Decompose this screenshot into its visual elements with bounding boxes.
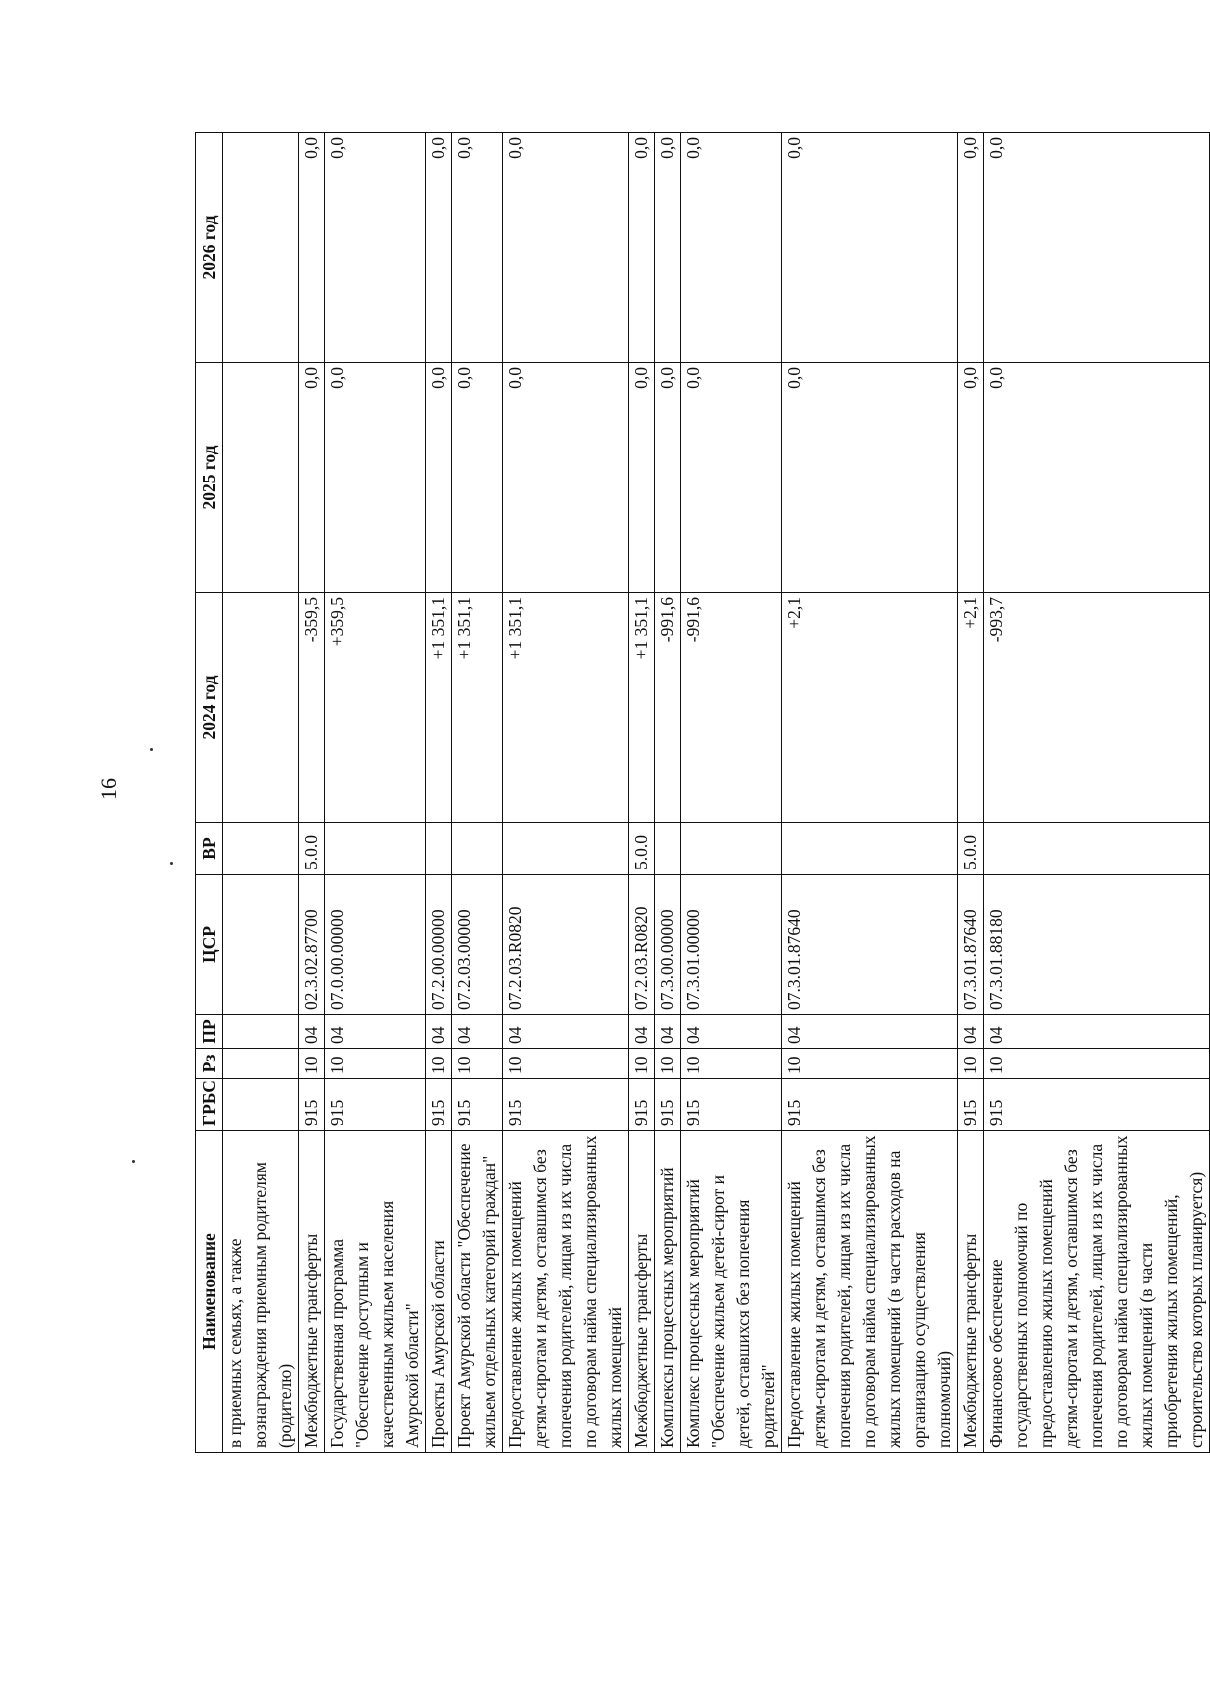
cell-2026: 0,0 [503,133,629,363]
cell-csr: 07.3.01.00000 [681,875,782,1015]
cell-vr [452,823,503,875]
cell-rz: 10 [629,1049,655,1079]
cell-2025: 0,0 [299,363,325,593]
table-row [299,133,325,1453]
cell-grbs: 915 [503,1079,629,1131]
header-csr: ЦСР [196,875,223,1015]
cell-rz: 10 [984,1049,1210,1079]
cell-vr: 5.0.0 [629,823,655,875]
cell-rz: 10 [299,1049,325,1079]
cell-pr: 04 [958,1015,984,1049]
cell-2025: 0,0 [325,363,426,593]
cell-name: Государственная программа "Обеспечение доступным и качественным жильем населения Амурской области" [325,1131,426,1453]
scan-speck [150,748,153,751]
cell-2024 [223,593,299,823]
header-2024: 2024 год [196,593,223,823]
cell-rz: 10 [325,1049,426,1079]
cell-2025: 0,0 [503,363,629,593]
cell-grbs: 915 [782,1079,958,1131]
header-2025: 2025 год [196,363,223,593]
table-row [503,133,629,1453]
cell-2024: -991,6 [681,593,782,823]
cell-2024: +359,5 [325,593,426,823]
cell-name: в приемных семьях, а также вознаграждения приемным родителям (родителю) [223,1131,299,1453]
cell-csr: 07.0.00.00000 [325,875,426,1015]
header-pr: ПР [196,1015,223,1049]
cell-name: Проект Амурской области "Обеспечение жильем отдельных категорий граждан" [452,1131,503,1453]
cell-grbs [223,1079,299,1131]
cell-2026: 0,0 [299,133,325,363]
cell-pr: 04 [452,1015,503,1049]
cell-csr: 07.3.01.87640 [958,875,984,1015]
cell-pr: 04 [782,1015,958,1049]
cell-grbs: 915 [426,1079,452,1131]
header-name: Наименование [196,1131,223,1453]
cell-pr: 04 [681,1015,782,1049]
table-row [655,133,681,1453]
cell-rz: 10 [681,1049,782,1079]
cell-2025: 0,0 [655,363,681,593]
cell-csr [223,875,299,1015]
cell-vr [503,823,629,875]
cell-pr [223,1015,299,1049]
cell-2025: 0,0 [629,363,655,593]
cell-2025: 0,0 [958,363,984,593]
cell-rz: 10 [958,1049,984,1079]
cell-2026: 0,0 [984,133,1210,363]
cell-name: Предоставление жилых помещений детям-сиротам и детям, оставшимся без попечения родителей, лицам из их числа по договорам найма специализированных жилых помещений [503,1131,629,1453]
cell-2024: +1 351,1 [426,593,452,823]
cell-grbs: 915 [452,1079,503,1131]
cell-2026: 0,0 [452,133,503,363]
scan-speck [132,1160,135,1163]
cell-2024: -359,5 [299,593,325,823]
cell-2025: 0,0 [782,363,958,593]
cell-csr: 07.3.00.00000 [655,875,681,1015]
cell-name: Комплексы процессных мероприятий [655,1131,681,1453]
cell-vr: 5.0.0 [958,823,984,875]
cell-pr: 04 [655,1015,681,1049]
cell-2026: 0,0 [681,133,782,363]
cell-2026: 0,0 [782,133,958,363]
cell-rz: 10 [452,1049,503,1079]
table-row [629,133,655,1453]
cell-grbs: 915 [299,1079,325,1131]
cell-name: Финансовое обеспечение государственных полномочий по предоставлению жилых помещений детям-сиротам и детям, оставшимся без попечения родителей, лицам из их числа по договорам найма специализированных жилых помещений (в части приобретения жилых помещений, строительство которых планируется) [984,1131,1210,1453]
cell-name: Межбюджетные трансферты [299,1131,325,1453]
cell-csr: 07.2.00.00000 [426,875,452,1015]
header-2026: 2026 год [196,133,223,363]
cell-2025 [223,363,299,593]
cell-vr [426,823,452,875]
cell-grbs: 915 [629,1079,655,1131]
table-row [681,133,782,1453]
cell-name: Комплекс процессных мероприятий "Обеспечение жильем детей-сирот и детей, оставшихся без попечения родителей" [681,1131,782,1453]
header-rz: Рз [196,1049,223,1079]
cell-2024: +1 351,1 [452,593,503,823]
cell-2026 [223,133,299,363]
cell-name: Межбюджетные трансферты [629,1131,655,1453]
table-header-row [196,133,223,1453]
table-row [325,133,426,1453]
budget-table-sheet [195,133,1206,1453]
table-row [958,133,984,1453]
header-grbs: ГРБС [196,1079,223,1131]
cell-rz: 10 [655,1049,681,1079]
cell-name: Проекты Амурской области [426,1131,452,1453]
cell-pr: 04 [299,1015,325,1049]
table-row [426,133,452,1453]
cell-2026: 0,0 [426,133,452,363]
cell-2025: 0,0 [984,363,1210,593]
cell-pr: 04 [629,1015,655,1049]
cell-2024: -991,6 [655,593,681,823]
cell-vr [782,823,958,875]
page-number: 16 [96,778,121,800]
cell-csr: 07.2.03.R0820 [503,875,629,1015]
cell-2024: -993,7 [984,593,1210,823]
cell-vr [681,823,782,875]
budget-table [195,132,1210,1453]
cell-2026: 0,0 [655,133,681,363]
cell-vr: 5.0.0 [299,823,325,875]
cell-2026: 0,0 [629,133,655,363]
cell-vr [325,823,426,875]
cell-csr: 07.3.01.88180 [984,875,1210,1015]
cell-2025: 0,0 [426,363,452,593]
cell-2024: +1 351,1 [629,593,655,823]
cell-2024: +1 351,1 [503,593,629,823]
cell-csr: 07.2.03.00000 [452,875,503,1015]
cell-2024: +2,1 [782,593,958,823]
cell-grbs: 915 [958,1079,984,1131]
cell-csr: 02.3.02.87700 [299,875,325,1015]
cell-vr [655,823,681,875]
cell-vr [984,823,1210,875]
cell-rz: 10 [426,1049,452,1079]
cell-pr: 04 [325,1015,426,1049]
cell-grbs: 915 [681,1079,782,1131]
cell-2025: 0,0 [452,363,503,593]
cell-2026: 0,0 [958,133,984,363]
header-vr: ВР [196,823,223,875]
cell-rz [223,1049,299,1079]
cell-rz: 10 [503,1049,629,1079]
cell-name: Межбюджетные трансферты [958,1131,984,1453]
cell-2025: 0,0 [681,363,782,593]
scan-speck [170,862,173,865]
cell-grbs: 915 [325,1079,426,1131]
cell-name: Предоставление жилых помещений детям-сиротам и детям, оставшимся без попечения родителей, лицам из их числа по договорам найма специализированных жилых помещений (в части расходов на организацию осуществления полномочий) [782,1131,958,1453]
cell-2026: 0,0 [325,133,426,363]
cell-pr: 04 [503,1015,629,1049]
cell-grbs: 915 [655,1079,681,1131]
table-row [223,133,299,1453]
cell-2024: +2,1 [958,593,984,823]
cell-grbs: 915 [984,1079,1210,1131]
cell-csr: 07.3.01.87640 [782,875,958,1015]
cell-vr [223,823,299,875]
table-row [782,133,958,1453]
cell-rz: 10 [782,1049,958,1079]
cell-pr: 04 [426,1015,452,1049]
table-row [452,133,503,1453]
cell-csr: 07.2.03.R0820 [629,875,655,1015]
cell-pr: 04 [984,1015,1210,1049]
table-row [984,133,1210,1453]
